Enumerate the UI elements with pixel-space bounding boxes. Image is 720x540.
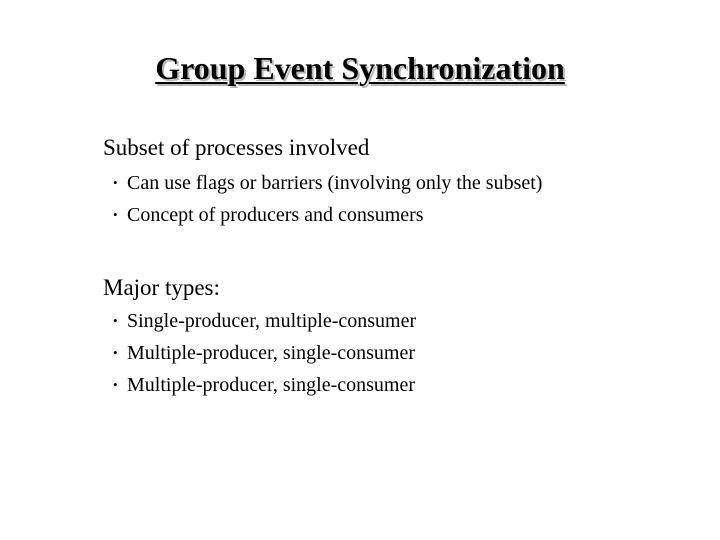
- bullet-text: Can use flags or barriers (involving only the subset): [127, 172, 543, 194]
- bullet-text: Concept of producers and consumers: [127, 204, 424, 226]
- bullet-icon: •: [113, 345, 118, 360]
- bullet-icon: •: [113, 313, 118, 328]
- section-heading: Major types:: [103, 275, 220, 300]
- section-major-types: [103, 273, 416, 401]
- bullet-icon: •: [113, 377, 118, 392]
- bullet-item: [113, 167, 542, 199]
- section-subset-of-processes: [103, 133, 542, 231]
- bullet-icon: •: [113, 175, 118, 190]
- bullet-item: [113, 199, 542, 231]
- bullet-icon: •: [113, 207, 118, 222]
- bullet-text: Multiple-producer, single-consumer: [127, 342, 416, 364]
- bullet-list: [103, 167, 542, 231]
- slide-title: Group Event Synchronization: [155, 50, 565, 86]
- bullet-list: [103, 305, 416, 401]
- section-heading: Subset of processes involved: [103, 135, 370, 160]
- bullet-item: [113, 305, 416, 337]
- bullet-item: [113, 337, 416, 369]
- bullet-item: [113, 369, 416, 401]
- bullet-text: Single-producer, multiple-consumer: [127, 310, 417, 332]
- bullet-text: Multiple-producer, single-consumer: [127, 374, 416, 396]
